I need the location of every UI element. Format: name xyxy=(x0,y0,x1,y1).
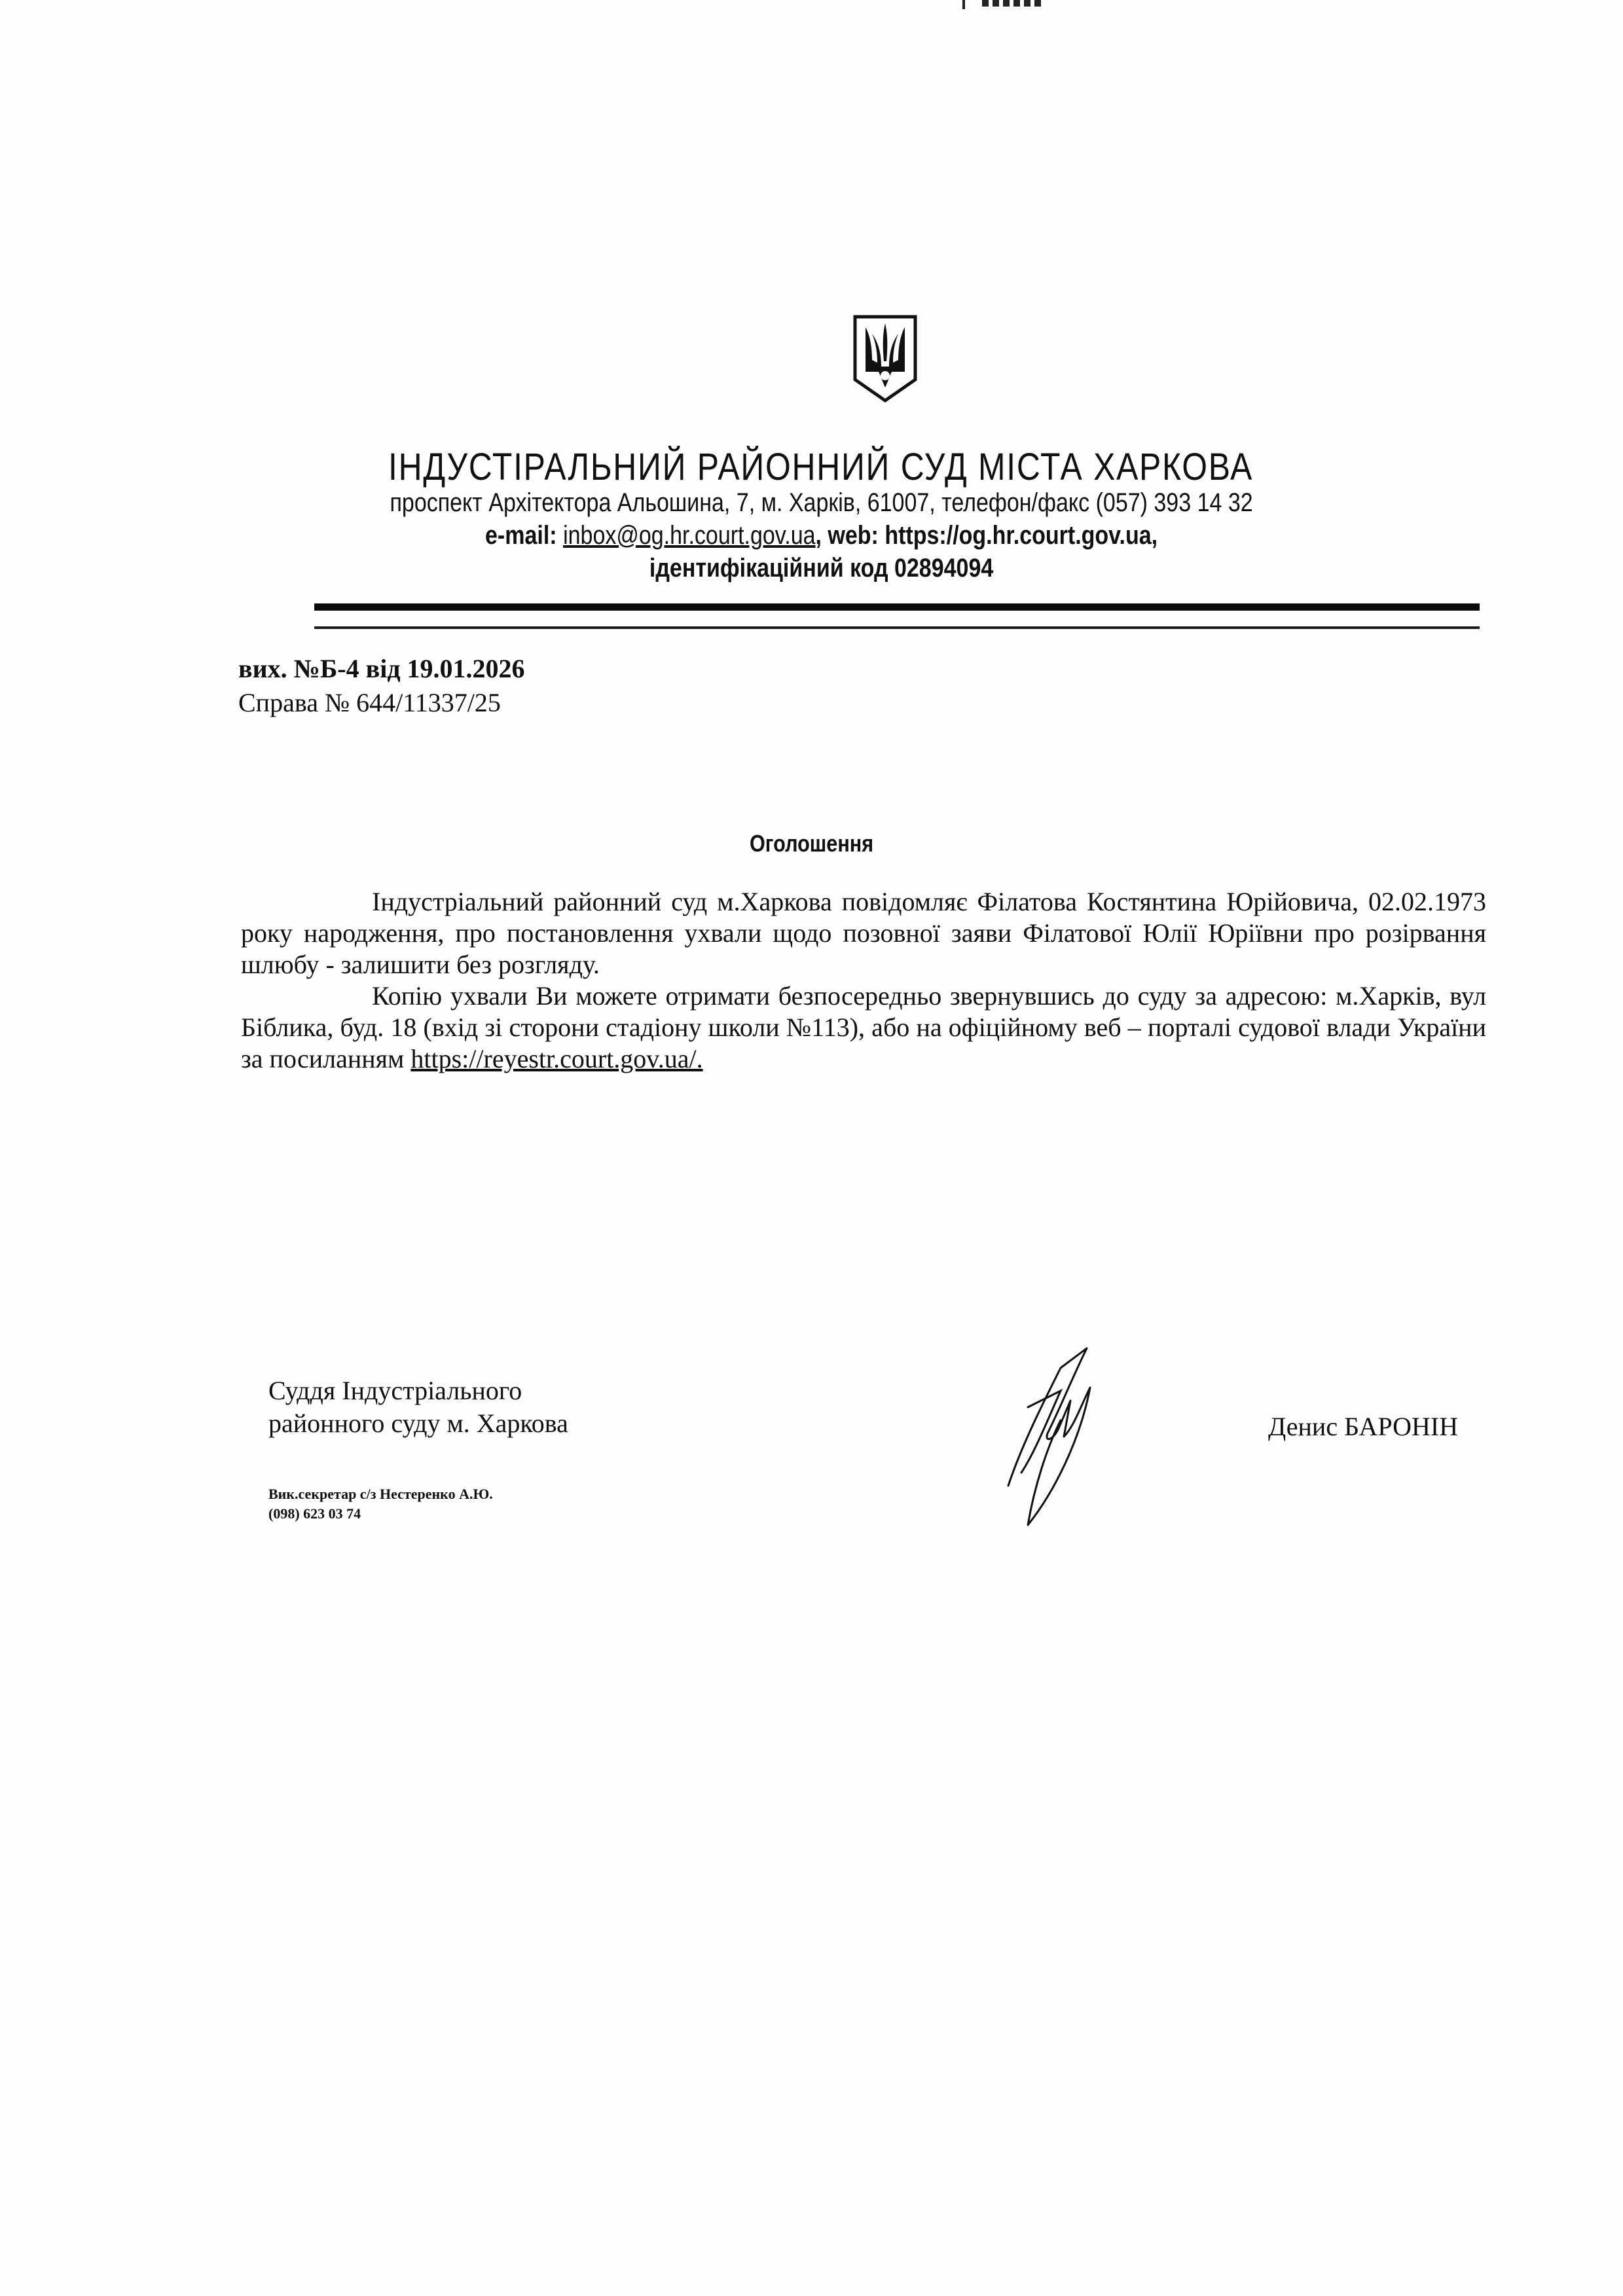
notice-body xyxy=(241,886,1486,1075)
secretary-info xyxy=(268,1484,493,1524)
judge-position-line-1: Суддя Індустріального xyxy=(268,1376,522,1405)
header-divider-thin xyxy=(314,626,1480,629)
secretary-name: Вик.секретар с/з Нестеренко А.Ю. xyxy=(268,1486,493,1502)
court-contacts xyxy=(132,521,1511,550)
notice-paragraph-2 xyxy=(241,980,1486,1075)
court-name: ІНДУСТІРАЛЬНИЙ РАЙОННИЙ СУД МІСТА ХАРКОВА xyxy=(388,446,1254,488)
secretary-phone: (098) 623 03 74 xyxy=(268,1505,361,1522)
handwritten-signature xyxy=(982,1329,1178,1532)
judge-name: Денис БАРОНІН xyxy=(1268,1412,1459,1441)
notice-paragraph-1: Індустріальний районний суд м.Харкова повідомляє Філатова Костянтина Юрійовича, 02.02.1973 року народження, про постановлення ухвали щодо позовної заяви Філатової Юлії Юріївни про розірвання шлюбу - залишити без розгляду. xyxy=(241,887,1486,979)
email-label: e-mail: xyxy=(485,521,557,550)
web-label: , web: xyxy=(815,521,879,550)
judge-position-line-2: районного суду м. Харкова xyxy=(268,1408,568,1438)
scan-edge-artifact xyxy=(962,0,1139,8)
court-address: проспект Архітектора Альошина, 7, м. Харків, 61007, телефон/факс (057) 393 14 32 xyxy=(390,488,1253,517)
web-link[interactable]: https://og.hr.court.gov.ua, xyxy=(884,521,1158,550)
outgoing-number: вих. №Б-4 від 19.01.2026 xyxy=(238,654,525,683)
notice-paragraph-2-text: Копію ухвали Ви можете отримати безпосередньо звернувшись до суду за адресою: м.Харків, вул Біблика, буд. 18 (вхід зі сторони стадіону школи №113), або на офіційному веб – порталі судової влади України за посиланням xyxy=(241,981,1486,1073)
judge-position xyxy=(268,1374,568,1440)
registry-link[interactable]: https://reyestr.court.gov.ua/. xyxy=(410,1044,703,1073)
email-link[interactable]: inbox@og.hr.court.gov.ua xyxy=(563,521,816,550)
court-id-code: ідентифікаційний код 02894094 xyxy=(649,554,994,583)
case-number: Справа № 644/11337/25 xyxy=(238,688,501,717)
ukraine-trident-icon xyxy=(852,314,918,403)
header-divider-thick xyxy=(314,603,1480,611)
notice-title: Оголошення xyxy=(749,830,874,857)
